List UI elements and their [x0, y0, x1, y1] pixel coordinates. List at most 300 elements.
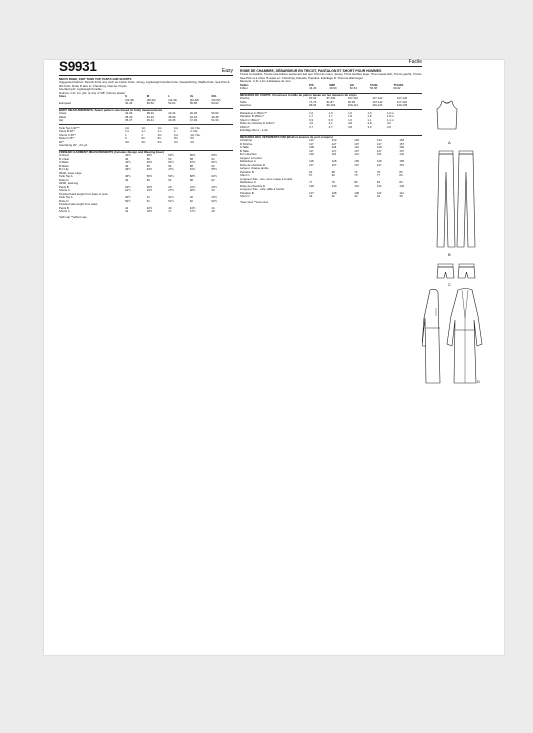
- table-cell: 62: [331, 173, 335, 178]
- row-label: Tank Top A 60"**: [59, 125, 80, 130]
- garment-title-fr: ROBE DE CHAMBRE, DÉBARDEUR EN TRICOT, PANTALON ET SHORT POUR HOMMES: [240, 69, 382, 73]
- table-cell: 1: [141, 132, 143, 137]
- table-cell: (46-48): [189, 97, 199, 102]
- row-label: Robe de chambre D: [240, 183, 266, 188]
- column-header: TG/XL: [369, 82, 379, 87]
- table-cell: 60-62: [393, 86, 401, 90]
- table-cell: 70: [354, 173, 358, 178]
- table-cell: (34-36): [125, 97, 135, 102]
- table-cell: 81: [376, 180, 380, 185]
- table-cell: 39½: [125, 167, 131, 172]
- table-cell: 4,7: [328, 121, 333, 126]
- body-measurements-table-fr: [240, 97, 422, 108]
- table-cell: 1⅛: [141, 125, 146, 130]
- robe-sketch: [422, 288, 492, 384]
- table-cell: 50½: [146, 174, 153, 179]
- row-label: Pantalon B: [240, 169, 254, 174]
- row-label: Largeur, à l'ourlet: [240, 155, 262, 160]
- table-cell: 55½: [211, 167, 217, 172]
- table-row: [59, 144, 233, 148]
- table-cell: 1⅛ Yds.: [190, 132, 201, 137]
- table-row: [59, 119, 233, 123]
- table-cell: 71-76: [309, 99, 317, 104]
- interfacing-note: Interfacing D: Lightweight Fusible.: [59, 87, 103, 91]
- row-label: B,C Hanches: [240, 152, 257, 157]
- column-header: P/S: [309, 82, 314, 87]
- table-cell: 24½: [125, 184, 131, 189]
- table-cell: 51½: [189, 167, 196, 172]
- row-label: Pants B 60"*: [59, 129, 75, 134]
- table-cell: 46: [125, 177, 129, 182]
- table-cell: 33½: [211, 184, 217, 189]
- table-cell: 107-112: [347, 96, 358, 101]
- table-cell: 123: [331, 138, 337, 143]
- table-cell: 83: [399, 180, 403, 185]
- table-cell: 127: [331, 148, 337, 153]
- table-row: [240, 104, 422, 108]
- table-cell: 1,7: [309, 114, 314, 119]
- table-cell: 146: [376, 145, 382, 150]
- table-cell: 137: [354, 148, 359, 153]
- table-cell: 117: [309, 162, 314, 167]
- table-cell: 131: [354, 183, 359, 188]
- table-cell: 85: [399, 169, 403, 174]
- table-cell: 133: [399, 183, 405, 188]
- table-cell: 32-34: [146, 114, 154, 119]
- table-cell: 42: [331, 194, 335, 199]
- finished-measurements-table: [59, 154, 233, 214]
- table-cell: 118: [331, 145, 337, 150]
- suggested-fabrics: Suggested Fabrics: Stretch Knits only such as Cotton Knits, Jersey, Lightweight Double Knits, Sweatshirting, Waffle Knits, Sea Pick & Rib Knits. Robe D also in: Chambray, Flannel, Poplin.: [59, 80, 230, 88]
- table-cell: 48-50: [146, 101, 154, 105]
- table-cell: [141, 144, 157, 148]
- table-cell: 4⅜: [157, 139, 162, 144]
- table-cell: 1⅛: [173, 132, 178, 137]
- column-header: M: [146, 94, 150, 98]
- table-cell: 46½: [125, 174, 131, 179]
- sketch-label-a: A: [448, 140, 451, 145]
- table-cell: [158, 144, 174, 148]
- table-cell: 44: [376, 194, 380, 199]
- table-cell: 2: [173, 129, 176, 134]
- table-cell: 117-122: [396, 99, 407, 104]
- table-cell: 42: [125, 205, 129, 210]
- table-cell: 58: [189, 156, 193, 161]
- table-cell: 110: [376, 190, 382, 195]
- row-label: Débardeur A: [240, 180, 256, 185]
- table-cell: 52-54: [168, 101, 176, 105]
- table-cell: 31: [146, 195, 150, 200]
- sketch-label-b: B: [448, 252, 451, 257]
- row-label: Short C: [240, 173, 250, 178]
- table-cell: 128: [309, 183, 314, 188]
- table-cell: 1,1 m: [386, 117, 394, 122]
- row-label: Largeur, chaque jambe: [240, 166, 269, 171]
- table-cell: 44-46: [309, 86, 317, 90]
- table-cell: 79: [331, 180, 335, 185]
- row-label: Pants B: [59, 205, 69, 210]
- table-cell: 3,7: [328, 124, 333, 129]
- difficulty-label-fr: Facile: [408, 59, 422, 65]
- pattern-envelope-back: [44, 60, 504, 655]
- table-cell: 1⅞: [157, 129, 162, 134]
- table-cell: 154: [399, 138, 405, 143]
- table-cell: 1,8 m: [386, 114, 394, 119]
- table-cell: 4⅝: [190, 139, 195, 144]
- table-cell: 156: [399, 145, 405, 150]
- table-cell: 46: [125, 163, 129, 168]
- row-label: Poitrine: [240, 96, 250, 101]
- table-cell: 32½: [211, 195, 217, 200]
- notions-note: Notions: C,D: 1¼ yds. (1.2m) of 3/8" (10mm) elastic.: [59, 90, 126, 95]
- table-cell: 80: [354, 180, 358, 185]
- table-cell: 50½: [125, 198, 131, 203]
- sketch-label-c: C: [448, 282, 451, 287]
- table-cell: 127: [331, 141, 337, 146]
- table-cell: 50-52: [211, 111, 219, 116]
- table-cell: 57: [309, 173, 313, 178]
- size-table-fr: [240, 84, 422, 91]
- row-label: 150cm*: [240, 124, 250, 129]
- table-cell: 44½: [125, 153, 131, 158]
- table-cell: 1,8: [367, 114, 372, 119]
- column-header: Tailles: [240, 82, 249, 87]
- table-cell: 51: [146, 198, 150, 203]
- row-label: Tank Top A: [59, 174, 73, 179]
- row-label: B Taille: [240, 148, 249, 153]
- table-cell: 92-99: [347, 99, 356, 104]
- table-row: [59, 210, 233, 214]
- divider: [59, 124, 233, 125]
- table-cell: 110: [331, 152, 337, 157]
- table-cell: 1⅛: [157, 132, 162, 137]
- table-cell: 68: [331, 169, 335, 174]
- row-label: Pants B: [59, 184, 69, 189]
- table-cell: 107: [309, 190, 314, 195]
- table-cell: 61½: [211, 160, 217, 165]
- row-label: Pantalon B 150cm*: [240, 114, 264, 119]
- table-cell: 43-45: [168, 118, 176, 123]
- table-cell: 44: [211, 205, 215, 210]
- table-cell: 58½: [189, 174, 196, 179]
- table-cell: 43: [354, 194, 358, 199]
- table-cell: 1,7: [328, 114, 333, 119]
- table-cell: 17½: [189, 209, 196, 214]
- difficulty-label: Easy: [221, 67, 233, 74]
- table-cell: 108: [331, 190, 337, 195]
- table-cell: 54: [168, 177, 172, 182]
- row-label: Shorts C: [59, 209, 70, 214]
- table-cell: 31½: [168, 195, 174, 200]
- table-cell: 62: [211, 177, 215, 182]
- french-header: [240, 60, 422, 67]
- table-cell: 45: [399, 194, 403, 199]
- table-cell: 26½: [146, 184, 153, 189]
- table-cell: 127-132: [396, 96, 408, 101]
- table-cell: 117-122: [372, 96, 383, 101]
- table-cell: 46½: [146, 160, 153, 165]
- row-label: Débardeur A: [240, 159, 256, 164]
- table-cell: 112: [399, 190, 404, 195]
- table-cell: 149: [376, 159, 382, 164]
- table-cell: 31½: [189, 184, 196, 189]
- table-cell: 117: [309, 148, 314, 153]
- size-table: [59, 95, 233, 106]
- finished-measurements-table-fr: [240, 139, 422, 199]
- table-cell: 17: [168, 209, 172, 214]
- row-label: Finished back length from base of neck: [59, 191, 108, 196]
- table-cell: 56-58: [369, 86, 378, 90]
- table-cell: 29: [168, 184, 172, 189]
- divider: [240, 109, 422, 110]
- table-cell: 77: [309, 180, 313, 185]
- table-cell: 1,8: [348, 114, 352, 119]
- table-cell: 52: [189, 198, 193, 203]
- yardage-table: [59, 127, 233, 148]
- table-cell: 89-94: [309, 103, 317, 108]
- nap-footnote: *with nap **without nap: [59, 215, 87, 219]
- row-label: Taille: [240, 99, 247, 104]
- body-measurements-table: [59, 112, 233, 123]
- table-cell: (50-52): [211, 97, 221, 102]
- table-cell: 5: [125, 136, 127, 141]
- table-cell: 137: [354, 141, 359, 146]
- table-cell: 1,0: [367, 110, 372, 115]
- table-cell: 4,9: [386, 121, 391, 126]
- table-cell: [125, 144, 141, 148]
- row-label: Finished side length from waist: [59, 202, 98, 207]
- table-cell: 46: [125, 156, 129, 161]
- table-cell: 46-48: [211, 114, 219, 119]
- row-label: Fr/Eur: [240, 86, 248, 90]
- table-cell: 30½: [125, 195, 131, 200]
- table-cell: 1: [125, 132, 127, 137]
- table-cell: 50: [146, 163, 150, 168]
- table-cell: 56½: [189, 153, 196, 158]
- column-header: M/M: [329, 82, 335, 87]
- table-cell: 87-92: [309, 96, 317, 101]
- table-cell: (38-40): [146, 97, 156, 102]
- finished-measurements-title: FINISHED GARMENT MEASUREMENTS (Includes Design and Wearing Ease): [59, 150, 233, 155]
- table-cell: 4,8: [367, 121, 372, 126]
- table-cell: 159: [399, 159, 405, 164]
- row-label: Width, back leg: [59, 181, 79, 186]
- table-cell: 109: [354, 190, 359, 195]
- table-cell: [368, 129, 387, 133]
- table-cell: 74: [354, 169, 358, 174]
- table-row: [59, 102, 233, 106]
- table-cell: 62: [211, 156, 215, 161]
- column-header: Sizes: [59, 94, 67, 98]
- row-label: Short C: [240, 194, 250, 199]
- table-cell: 28-30: [125, 114, 133, 119]
- table-row: [240, 195, 422, 199]
- table-cell: 147: [376, 141, 382, 146]
- row-label: B Waist: [59, 163, 69, 168]
- row-label: Hip: [59, 118, 64, 123]
- pants-sketch: [436, 150, 476, 248]
- table-cell: 2 Yds.: [190, 129, 199, 134]
- table-cell: 147: [376, 162, 382, 167]
- table-cell: 51½: [168, 198, 174, 203]
- column-header: XL: [189, 94, 194, 98]
- table-cell: 3,7: [309, 124, 314, 129]
- english-header: [59, 60, 233, 76]
- row-label: Longueur finie - côté, taille à l'ourlet: [240, 187, 285, 192]
- table-cell: 108: [309, 145, 314, 150]
- table-cell: 1,1: [367, 117, 372, 122]
- table-cell: 3,8: [348, 124, 352, 129]
- table-cell: 4⅜: [141, 139, 146, 144]
- table-cell: 58: [189, 163, 193, 168]
- row-label: Entoilage 51cm - 2,4m: [240, 128, 268, 133]
- table-cell: 46-48: [189, 111, 197, 116]
- table-cell: 109-114: [347, 103, 358, 108]
- table-cell: 97-102: [326, 96, 336, 101]
- table-cell: 84: [399, 173, 403, 178]
- row-label: Débardeur A 150cm**: [240, 110, 267, 115]
- table-cell: 157: [399, 141, 405, 146]
- table-cell: 1,0 m: [386, 110, 394, 115]
- table-cell: 3,9: [386, 124, 391, 129]
- row-label: A Chest: [59, 153, 69, 158]
- table-cell: 144: [376, 138, 382, 143]
- table-cell: 139: [354, 159, 359, 164]
- table-cell: 128: [331, 159, 337, 164]
- table-cell: 62: [211, 163, 215, 168]
- table-cell: 34-36: [125, 111, 133, 116]
- table-cell: 118: [309, 159, 314, 164]
- table-cell: 1⅞: [141, 129, 146, 134]
- table-cell: 132: [376, 183, 382, 188]
- table-cell: 5¼: [141, 136, 146, 141]
- column-header: TTG/XS: [393, 82, 404, 87]
- table-cell: 147: [376, 148, 382, 153]
- table-cell: 48½: [146, 153, 153, 158]
- table-cell: 27½: [168, 188, 174, 193]
- body-measurements-title-fr: MESURES DU CORPS: Choisissez la taille du patron basée sur les mesures du corps: [240, 93, 422, 98]
- table-cell: 48-50: [329, 86, 337, 90]
- table-cell: [387, 129, 422, 133]
- table-cell: 79: [376, 169, 380, 174]
- table-cell: 4⅝: [173, 139, 178, 144]
- row-label: D Poitrine: [240, 141, 253, 146]
- table-cell: 133: [354, 138, 359, 143]
- sketch-label-d: D: [477, 379, 480, 384]
- table-cell: 54: [168, 163, 172, 168]
- row-label: Robe D: [59, 177, 69, 182]
- table-cell: [309, 129, 328, 133]
- table-cell: 0,9: [328, 117, 333, 122]
- table-cell: 18: [211, 209, 215, 214]
- table-cell: 1⅞: [125, 129, 129, 134]
- table-cell: 39-41: [146, 118, 154, 123]
- table-cell: 1⅛: [157, 125, 162, 130]
- table-cell: 1,0: [309, 110, 314, 115]
- table-cell: 77: [376, 173, 380, 178]
- table-cell: 24½: [146, 188, 153, 193]
- table-cell: 57½: [189, 160, 196, 165]
- table-cell: 42-44: [189, 114, 197, 119]
- table-cell: 62: [309, 169, 313, 174]
- row-label: Waist: [59, 114, 66, 119]
- table-cell: 100: [309, 152, 314, 157]
- table-cell: 42-44: [168, 111, 176, 116]
- table-cell: 60½: [211, 153, 217, 158]
- table-cell: 119-124: [372, 103, 383, 108]
- table-cell: 1,0: [348, 110, 352, 115]
- body-measurements-title: BODY MEASUREMENTS: Select pattern size based on body measurements: [59, 108, 233, 113]
- suggested-fabrics-fr: Tissus Conseillés: Tricots extensibles seulement tels que Tricot de coton, Jersey, Tricot doubles léger, Tissu sweat-shirt, Tricots gaufré, Tricots Sea-Pick et à côtes. B aussi en: Chambray, Flanelle, Popeline. Entoilage D: Thermocollant léger.: [240, 72, 422, 80]
- table-cell: 5¼: [157, 136, 162, 141]
- table-cell: 99-104: [326, 103, 336, 108]
- column-header: G/L: [349, 82, 355, 87]
- row-label: Robe de chambre D 115cm*: [240, 121, 276, 126]
- row-label: 60"*: [59, 139, 65, 144]
- table-cell: 131: [354, 145, 359, 150]
- table-cell: 0,9: [309, 117, 314, 122]
- row-label: Shorts C: [59, 188, 70, 193]
- table-cell: 157: [399, 162, 405, 167]
- table-cell: 42½: [146, 205, 153, 210]
- table-cell: 42½: [125, 160, 131, 165]
- row-label: Shorts C 60"*: [59, 132, 76, 137]
- table-cell: 81-87: [326, 99, 334, 104]
- table-cell: 137: [354, 162, 359, 167]
- garment-title: MEN'S ROBE, KNIT TANK TOP, PANTS AND SHORTS: [59, 76, 132, 81]
- row-label: D Chest: [59, 156, 70, 161]
- column-header: XXL: [211, 94, 217, 98]
- column-header: L: [168, 94, 170, 98]
- table-cell: 113: [309, 138, 314, 143]
- table-cell: 19½: [146, 209, 153, 214]
- table-cell: 157: [399, 148, 405, 153]
- row-label: Robe D: [59, 198, 69, 203]
- table-cell: 44-46: [125, 101, 133, 105]
- table-cell: 30½: [189, 188, 196, 193]
- notions-note-fr: Mercerie: C,D: 1,1m d'élastique de 1cm.: [240, 79, 292, 83]
- pattern-number: S9931: [59, 59, 97, 74]
- table-cell: 56-58: [189, 101, 197, 105]
- table-cell: (42-44): [168, 97, 178, 102]
- column-header: S: [125, 94, 127, 98]
- table-cell: 1,0: [348, 117, 352, 122]
- table-cell: 52½: [168, 153, 174, 158]
- finished-measurements-title-fr: MESURES DES VÊTEMENTS FINI (Motif et aisance de port compris): [240, 135, 422, 140]
- table-cell: 54: [168, 156, 172, 161]
- table-cell: 62½: [211, 174, 217, 179]
- row-label: A Taille: [240, 145, 249, 150]
- row-label: Short C 150cm*: [240, 117, 260, 122]
- table-cell: 4⅜: [125, 139, 129, 144]
- row-label: Longueur finie - dos, votre nuque à l'ourlet: [240, 176, 293, 181]
- row-label: Width, lower edge: [59, 170, 82, 175]
- table-cell: 38-40: [146, 111, 154, 116]
- table-cell: 47½: [168, 167, 174, 172]
- table-cell: 47-49: [189, 118, 197, 123]
- table-cell: 54½: [168, 174, 174, 179]
- table-cell: 1⅛: [125, 125, 129, 130]
- row-label: Robe D 45"*: [59, 136, 75, 141]
- english-column: [59, 60, 233, 219]
- table-cell: 1⅛: [173, 125, 178, 130]
- table-cell: 131: [376, 152, 382, 157]
- row-label: Interfacing 20" - 2⅝ yd.: [59, 143, 88, 148]
- table-cell: [174, 144, 190, 148]
- table-cell: 107-112: [372, 99, 383, 104]
- table-cell: 129-135: [396, 103, 408, 108]
- table-cell: 5½: [173, 136, 178, 141]
